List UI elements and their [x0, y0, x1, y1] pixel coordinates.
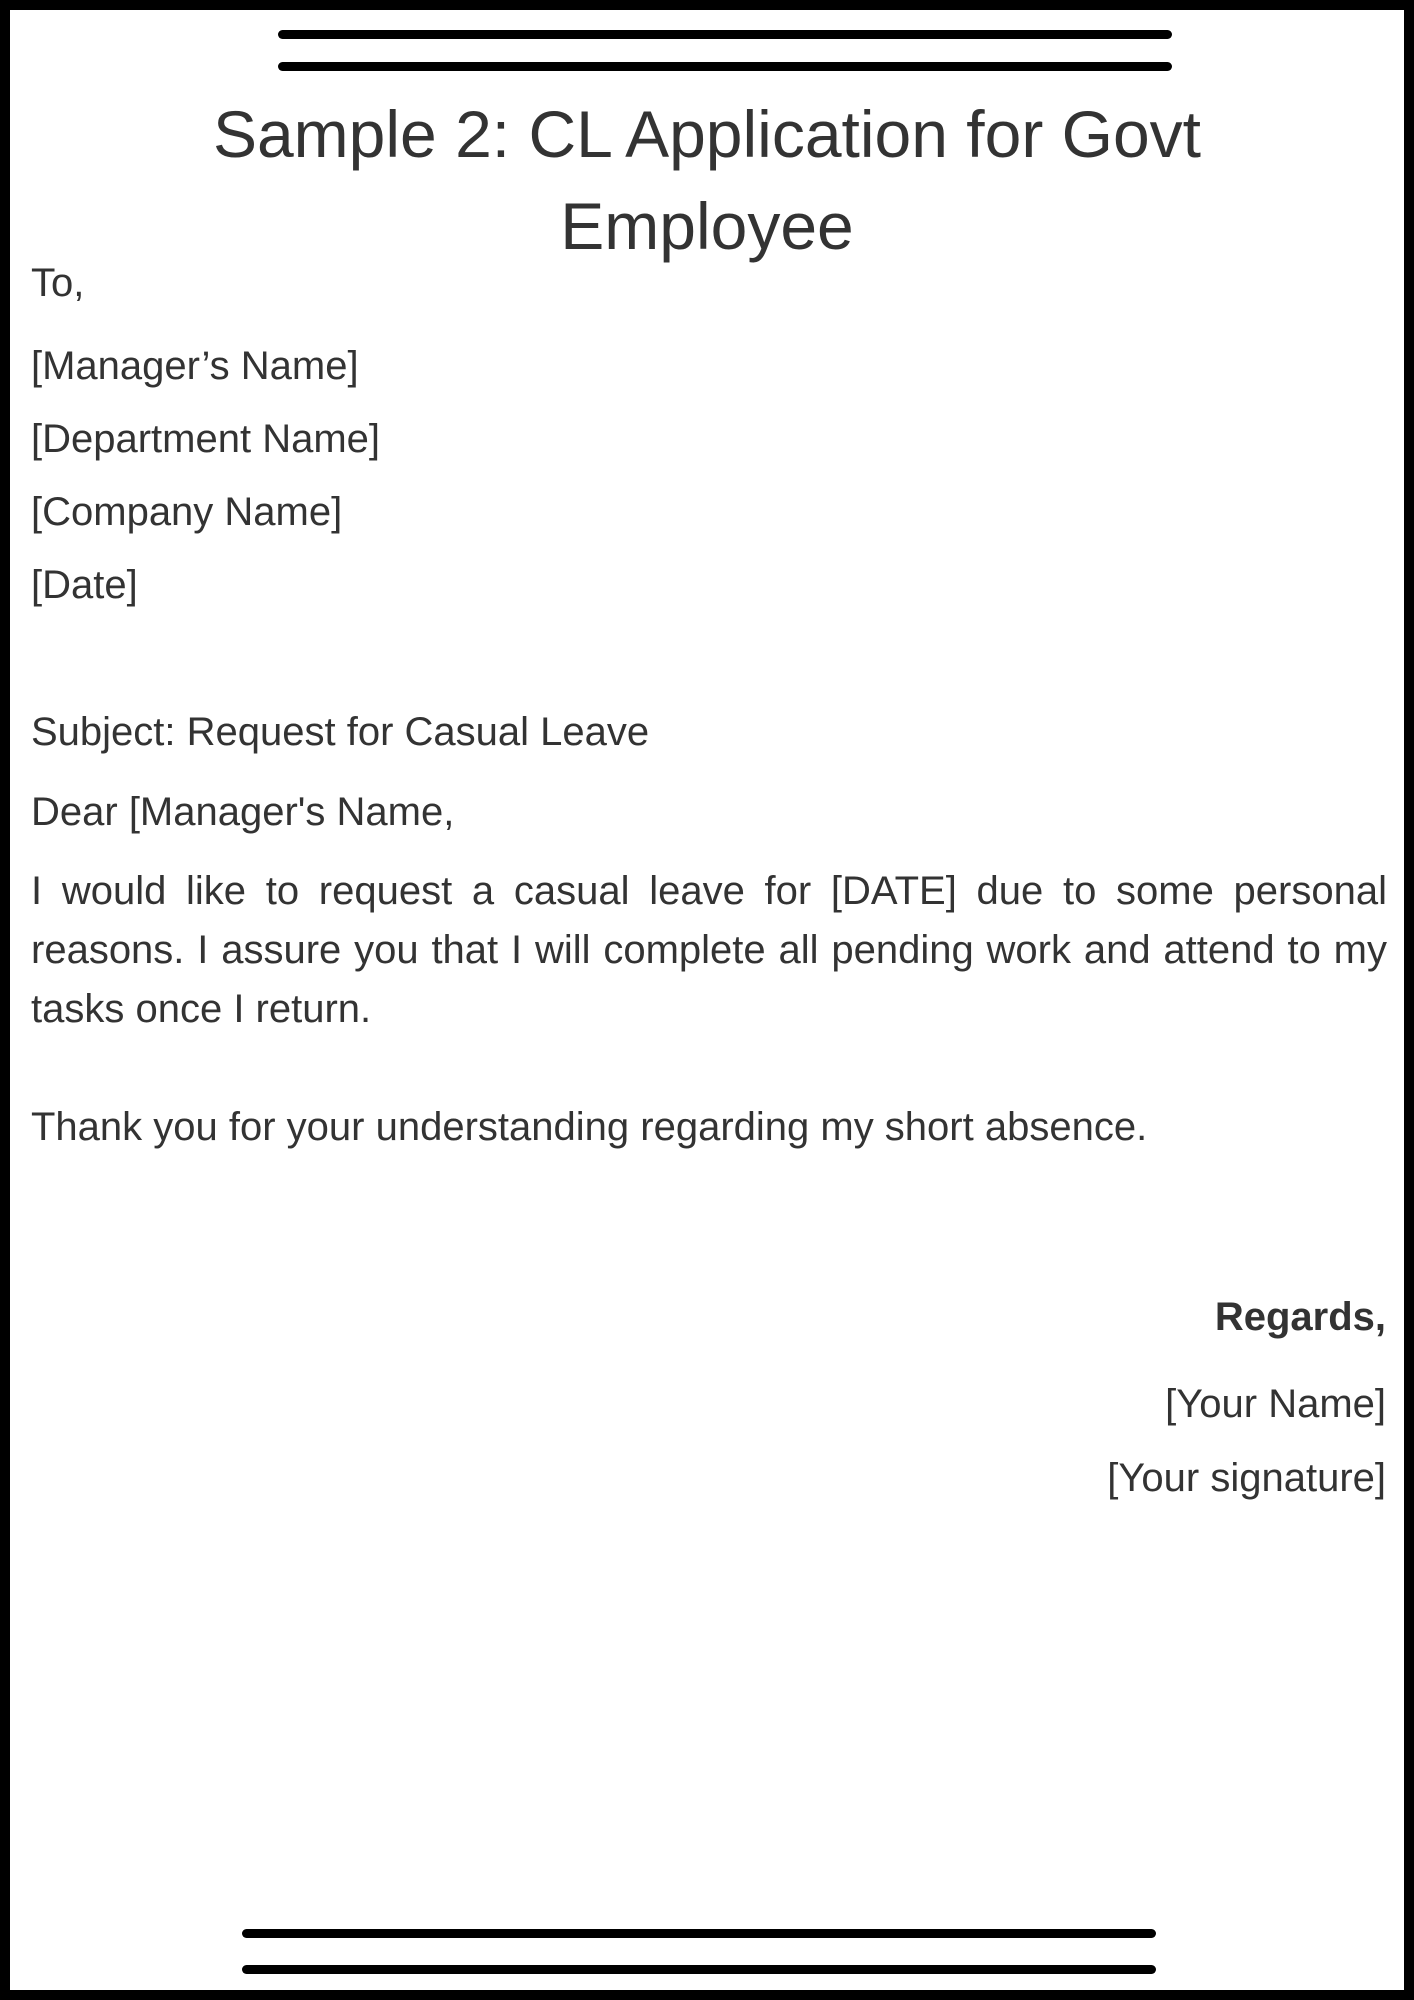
page-title: Sample 2: CL Application for Govt Employee	[212, 97, 1202, 263]
recipient-manager: [Manager’s Name]	[31, 344, 359, 388]
top-rule-2	[278, 62, 1172, 71]
bottom-rule-2	[242, 1965, 1156, 1974]
body-paragraph: I would like to request a casual leave for [DATE] due to some personal reasons. I assure you that I will complete all pending work and attend to my tasks once I return.	[31, 869, 1387, 1031]
recipient-date: [Date]	[31, 563, 138, 607]
bottom-rule-1	[242, 1929, 1156, 1938]
top-rule-1	[278, 30, 1172, 39]
sender-name: [Your Name]	[1165, 1382, 1386, 1426]
to-label: To,	[31, 261, 85, 305]
subject-line: Subject: Request for Casual Leave	[31, 710, 650, 754]
recipient-department: [Department Name]	[31, 417, 381, 461]
recipient-company: [Company Name]	[31, 490, 343, 534]
greeting: Dear [Manager's Name,	[31, 790, 455, 834]
sender-signature: [Your signature]	[1107, 1456, 1386, 1500]
closing: Regards,	[1214, 1295, 1386, 1339]
thanks-line: Thank you for your understanding regarding my short absence.	[31, 1105, 1148, 1149]
